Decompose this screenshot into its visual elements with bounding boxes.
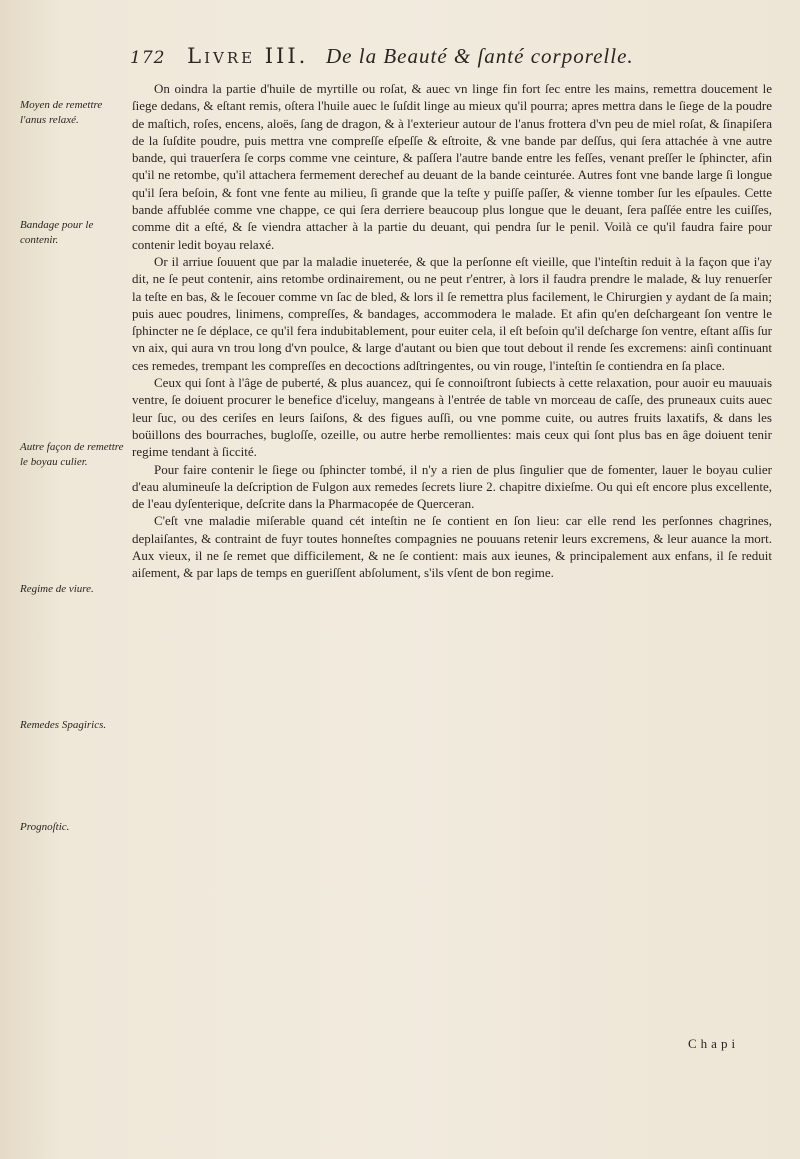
header-title: De la Beauté & ſanté corporelle. [326, 44, 634, 68]
margin-note: Moyen de remettre l'anus relaxé. [20, 99, 103, 126]
running-header [130, 44, 770, 69]
paragraph: On oindra la partie d'huile de myrtille ou roſat, & auec vn linge fin fort ſec entre les mains, remettra doucement le ſiege dedans, & eſtant remis, oſtera l'huile auec le ſuſdit linge au mieux qu'il pourra; apres mettra dans le ſiege de la poudre de maſtich, roſes, encens, aloës, ſang de dragon, & à l'exterieur autour de l'anus frottera d'vn peu de miel roſat, & ſinapiſera de la ſuſdite poudre, puis mettra vne compreſſe eſpeſſe & eſtroite, & vne bande par deſſus, qui ſera attachée à vne autre bande, qui trauerſera ſe corps comme vne ceinture, & paſſera l'autre bande entre les feſſes, venant preſſer le ſphincter, afin qu'il ne retombe, qu'il attachera fermement derechef au deuant de la bande ceinturée. Autres font vne bande large ſi longue qu'il ſera beſoin, & font vne fente au milieu, ſi grande que la teſte y puiſſe paſſer, & vienne tomber ſur les eſpaules. Cette bande affublée comme vne chappe, ce qui ſera derriere beaucoup plus longue que le deuant, ſera paſſée entre les cuiſſes, comme dit a eſté, & ſe viendra attacher à la partie du deuant, qui pendra ſur le penil. Voilà ce qu'il faudra faire pour contenir ledit boyau relaxé. [132, 81, 772, 252]
paragraph: Pour faire contenir le ſiege ou ſphincter tombé, il n'y a rien de plus ſingulier que de fomenter, lauer le boyau culier d'eau alumineuſe la deſcription de Fulgon aux remedes ſecrets liure 2. chapitre dixieſme. Ou qui eſt encore plus excellente, de l'eau dyſenterique, deſcrite dans la Pharmacopée de Querceran. [132, 461, 772, 512]
margin-note: Prognoſtic. [20, 821, 70, 833]
margin-note: Remedes Spagirics. [20, 719, 107, 731]
paragraph: C'eſt vne maladie miſerable quand cét inteſtin ne ſe contient en ſon lieu: car elle rend les perſonnes chagrines, deplaiſantes, & contraint de fuyr toutes honneſtes compagnies ne pouuans retenir leurs excremens, & leur auance la mort. Aux vieux, il ne ſe remet que difficilement, & ne ſe contient: mais aux ieunes, & principalement aux enfans, il ſe reduit aiſement, & par laps de temps en gueriſſent abſolument, s'ils vſent de bon regime. [132, 513, 772, 581]
margin-note: Bandage pour le contenir. [20, 219, 94, 246]
paragraph: Or il arriue ſouuent que par la maladie inueterée, & que la perſonne eſt vieille, que l'inteſtin reduit à la façon que i'ay dit, ne ſe peut contenir, ains retombe ordinairement, ou ne peut r'entrer, à lors il faudra prendre le malade, & luy renuerſer la teſte en bas, & le ſecouer comme vn ſac de bled, & lors il ſe remettra plus facilement, le Chirurgien y aydant de ſa main; puis auec poudres, linimens, compreſſes, & bandages, accommodera le malade. Et afin qu'en deſchargeant ſon ventre le ſphincter ne ſe déplace, ce qu'il fera indubitablement, pour euiter cela, il eſt beſoin qu'il deſcharge ſon ventre, eſtant aſſis ſur vn aix, qui aura vn trou long d'vn poulce, & large d'autant ou bien que tout debout il rende ſes excremens: ainſi continuant ces remedes, trempant les compreſſes en decoctions adſtringentes, ou vin rouge, l'inteſtin ſe contiendra en ſa place. [132, 253, 772, 373]
page-number: 172 [130, 48, 166, 68]
margin-note: Regime de viure. [20, 583, 94, 595]
margin-note: Autre façon de remettre le boyau culier. [20, 441, 124, 468]
body-text [132, 80, 772, 582]
catchword: Chapi [688, 1036, 740, 1051]
paragraph: Ceux qui ſont à l'âge de puberté, & plus auancez, qui ſe connoiſtront ſubiects à cette relaxation, pour auoir eu mauuais ventre, ſe doiuent procurer le benefice d'iceluy, mangeans à l'entrée de table vn morceau de caſſe, des pruneaux cuits auec leur ſuc, ou des ceriſes en leurs ſaiſons, & des figues auſſi, ou vne pomme cuite, ou autres fruits laxatifs, & dans les boüillons des bourraches, bugloſſe, ozeille, ou autre herbe remollientes: mais ceux qui ſont plus bas en âge doiuent tenir regime tendant à ſiccité. [132, 375, 772, 460]
book-label: Livre III. [187, 44, 309, 68]
